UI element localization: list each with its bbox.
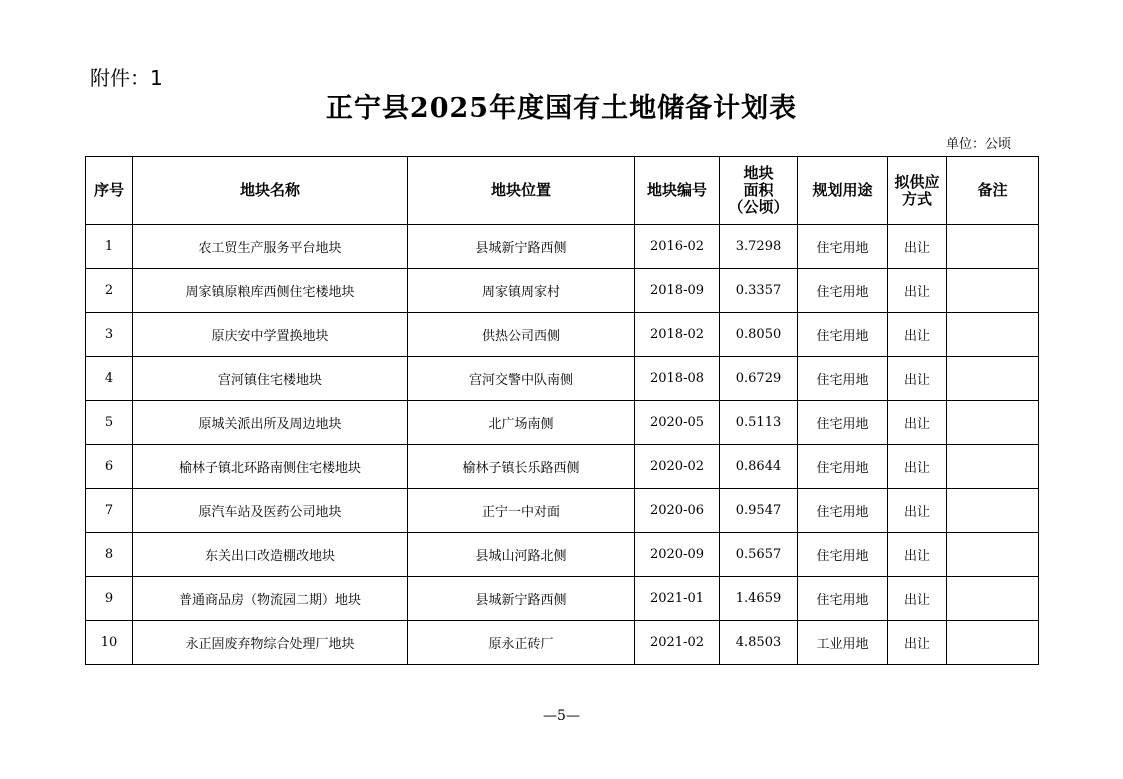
table-row — [86, 357, 1039, 401]
cell-parcel-area: 0.9547 — [720, 489, 798, 533]
cell-index: 5 — [86, 401, 133, 445]
cell-parcel-name: 榆林子镇北环路南侧住宅楼地块 — [133, 445, 408, 489]
cell-parcel-code: 2018-09 — [635, 269, 720, 313]
header-parcel-area: 地块 面积 （公顷） — [720, 157, 798, 225]
cell-parcel-name: 农工贸生产服务平台地块 — [133, 225, 408, 269]
header-parcel-location: 地块位置 — [408, 157, 635, 225]
cell-planned-use: 住宅用地 — [798, 445, 888, 489]
cell-planned-use: 住宅用地 — [798, 225, 888, 269]
header-parcel-code: 地块编号 — [635, 157, 720, 225]
table-row — [86, 313, 1039, 357]
cell-supply-method: 出让 — [888, 621, 947, 665]
cell-parcel-code: 2018-08 — [635, 357, 720, 401]
table-header-row — [86, 157, 1039, 225]
cell-index: 7 — [86, 489, 133, 533]
cell-index: 8 — [86, 533, 133, 577]
cell-parcel-location: 县城新宁路西侧 — [408, 225, 635, 269]
cell-index: 2 — [86, 269, 133, 313]
unit-label: 单位：公顷 — [946, 137, 1012, 152]
cell-planned-use: 工业用地 — [798, 621, 888, 665]
header-planned-use: 规划用途 — [798, 157, 888, 225]
cell-index: 3 — [86, 313, 133, 357]
cell-remarks — [947, 269, 1039, 313]
cell-parcel-name: 普通商品房（物流园二期）地块 — [133, 577, 408, 621]
table-row — [86, 577, 1039, 621]
cell-remarks — [947, 357, 1039, 401]
cell-supply-method: 出让 — [888, 577, 947, 621]
cell-supply-method: 出让 — [888, 533, 947, 577]
cell-parcel-area: 0.8644 — [720, 445, 798, 489]
header-remarks: 备注 — [947, 157, 1039, 225]
cell-index: 6 — [86, 445, 133, 489]
cell-parcel-location: 原永正砖厂 — [408, 621, 635, 665]
cell-planned-use: 住宅用地 — [798, 533, 888, 577]
table-row — [86, 225, 1039, 269]
cell-parcel-location: 北广场南侧 — [408, 401, 635, 445]
cell-parcel-name: 永正固废弃物综合处理厂地块 — [133, 621, 408, 665]
cell-remarks — [947, 313, 1039, 357]
cell-planned-use: 住宅用地 — [798, 401, 888, 445]
cell-parcel-name: 宫河镇住宅楼地块 — [133, 357, 408, 401]
header-supply-method: 拟供应 方式 — [888, 157, 947, 225]
table-row — [86, 533, 1039, 577]
header-parcel-name: 地块名称 — [133, 157, 408, 225]
cell-planned-use: 住宅用地 — [798, 357, 888, 401]
page-title: 正宁县2025年度国有土地储备计划表 — [325, 93, 798, 124]
table-row — [86, 401, 1039, 445]
table-row — [86, 621, 1039, 665]
cell-supply-method: 出让 — [888, 225, 947, 269]
cell-parcel-location: 县城新宁路西侧 — [408, 577, 635, 621]
cell-supply-method: 出让 — [888, 489, 947, 533]
cell-parcel-area: 0.5113 — [720, 401, 798, 445]
cell-parcel-code: 2020-06 — [635, 489, 720, 533]
cell-parcel-name: 周家镇原粮库西侧住宅楼地块 — [133, 269, 408, 313]
land-reserve-table — [85, 156, 1039, 665]
cell-supply-method: 出让 — [888, 269, 947, 313]
cell-index: 9 — [86, 577, 133, 621]
table-row — [86, 445, 1039, 489]
cell-parcel-code: 2018-02 — [635, 313, 720, 357]
cell-supply-method: 出让 — [888, 357, 947, 401]
cell-parcel-code: 2020-02 — [635, 445, 720, 489]
cell-parcel-name: 东关出口改造棚改地块 — [133, 533, 408, 577]
cell-parcel-area: 0.8050 — [720, 313, 798, 357]
cell-remarks — [947, 401, 1039, 445]
cell-planned-use: 住宅用地 — [798, 313, 888, 357]
cell-parcel-code: 2021-01 — [635, 577, 720, 621]
cell-parcel-name: 原庆安中学置换地块 — [133, 313, 408, 357]
cell-remarks — [947, 533, 1039, 577]
cell-remarks — [947, 577, 1039, 621]
cell-index: 4 — [86, 357, 133, 401]
cell-supply-method: 出让 — [888, 401, 947, 445]
cell-parcel-location: 宫河交警中队南侧 — [408, 357, 635, 401]
cell-parcel-code: 2020-09 — [635, 533, 720, 577]
cell-parcel-area: 1.4659 — [720, 577, 798, 621]
cell-parcel-area: 3.7298 — [720, 225, 798, 269]
cell-index: 10 — [86, 621, 133, 665]
cell-parcel-location: 县城山河路北侧 — [408, 533, 635, 577]
cell-parcel-location: 周家镇周家村 — [408, 269, 635, 313]
cell-supply-method: 出让 — [888, 445, 947, 489]
cell-parcel-area: 0.3357 — [720, 269, 798, 313]
page-number: —5— — [543, 708, 580, 724]
attachment-label: 附件：1 — [90, 66, 163, 90]
cell-planned-use: 住宅用地 — [798, 577, 888, 621]
cell-parcel-code: 2020-05 — [635, 401, 720, 445]
cell-parcel-location: 榆林子镇长乐路西侧 — [408, 445, 635, 489]
cell-remarks — [947, 445, 1039, 489]
table-row — [86, 269, 1039, 313]
cell-planned-use: 住宅用地 — [798, 489, 888, 533]
cell-supply-method: 出让 — [888, 313, 947, 357]
cell-parcel-location: 正宁一中对面 — [408, 489, 635, 533]
cell-parcel-code: 2021-02 — [635, 621, 720, 665]
cell-remarks — [947, 225, 1039, 269]
cell-planned-use: 住宅用地 — [798, 269, 888, 313]
cell-parcel-area: 0.6729 — [720, 357, 798, 401]
table-row — [86, 489, 1039, 533]
cell-parcel-code: 2016-02 — [635, 225, 720, 269]
cell-parcel-area: 0.5657 — [720, 533, 798, 577]
cell-parcel-location: 供热公司西侧 — [408, 313, 635, 357]
cell-index: 1 — [86, 225, 133, 269]
cell-parcel-area: 4.8503 — [720, 621, 798, 665]
cell-parcel-name: 原汽车站及医药公司地块 — [133, 489, 408, 533]
cell-parcel-name: 原城关派出所及周边地块 — [133, 401, 408, 445]
header-index: 序号 — [86, 157, 133, 225]
cell-remarks — [947, 489, 1039, 533]
cell-remarks — [947, 621, 1039, 665]
